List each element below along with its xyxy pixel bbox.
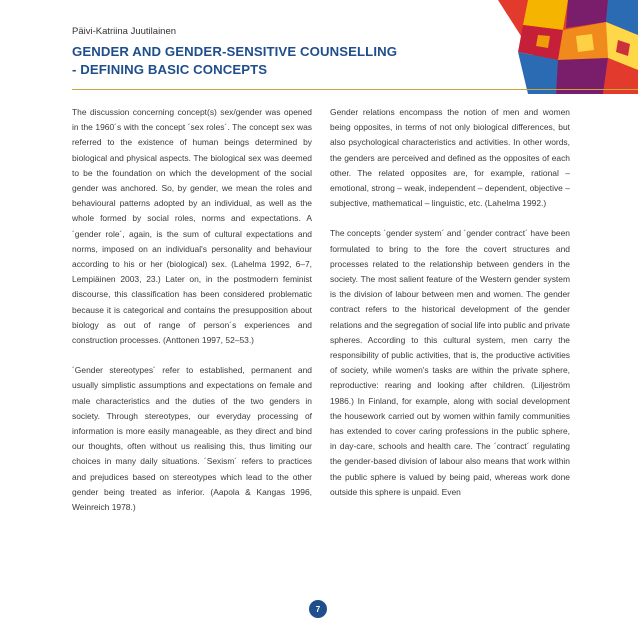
page-number-badge: 7 xyxy=(309,600,327,618)
right-column xyxy=(330,105,570,515)
page-title xyxy=(72,43,492,79)
abstract-mosaic-art-icon xyxy=(488,0,638,94)
paragraph: The discussion concerning concept(s) sex/gender was opened in the 1960´s with the concept ´sex roles´. The concept sex was referred to the existence of human beings determined by biological and physical aspects. The biological sex was deemed to be the foundation on which the development of the social gender was anchored. So, by gender, we mean the roles and behavioural patterns adopted by an individual, as well as the whole formed by social roles, norms and expectations. A ´gender role´, again, is the sum of cultural expectations and norms, imposed on an individual's personality and behaviour according to his or her (biological) sex. (Lahelma 1992, 6–7, Lempiäinen 2003, 23.) Later on, in the postmodern feminist discourse, this classification has been considered problematic because it is categorical and contains the presupposition about biology as out of range of person´s experiences and construction processes. (Anttonen 1997, 52–53.) xyxy=(72,107,312,346)
header-divider xyxy=(72,89,638,90)
left-column xyxy=(72,105,312,530)
paragraph: Gender relations encompass the notion of men and women being opposites, in terms of not only biological differences, but also psychological characteristics and activities. In other words, the genders are perceived and defined as the opposites of each other. The related opposites are, for example, rational – emotional, strong – weak, independent – dependent, objective – subjective, mathematical – linguistic, etc. (Lahelma 1992.) xyxy=(330,107,570,209)
title-line-1: GENDER AND GENDER-SENSITIVE COUNSELLING xyxy=(72,44,398,59)
title-line-2: - DEFINING BASIC CONCEPTS xyxy=(72,62,268,77)
paragraph: ´Gender stereotypes´ refer to established, permanent and usually simplistic assumptions and expectations on female and male characteristics and the duties of the two genders in society. Through stereotypes, our everyday processing of information is more easily manageable, as they direct and bind our thoughts, often without us realising this, thus limiting our choices in many daily situations. ´Sexism´ refers to practices and prejudices based on stereotypes which lead to the other gender being treated as inferior. (Aapola & Kangas 1996, Weinreich 1978.) xyxy=(72,365,312,513)
author-name: Päivi-Katriina Juutilainen xyxy=(72,26,177,37)
paragraph: The concepts ´gender system´ and ´gender contract´ have been formulated to bring to the fore the covert structures and processes related to the relationship between genders in the society. The most salient feature of the Western gender system is the division of labour between men and women. The gender contract refers to the historical development of the gender relations and the segregation of social life into public and private spheres. According to this cultural system, men carry the responsibility of public activities, that is, the productive activities of society, while women's tasks are within the private sphere, reproductive: rearing and looking after children. (Liljeström 1986.) In Finland, for example, along with social development the housework carried out by women within family communities has extended to cover caring professions in the public sphere, in day-care, schools and health care. The ´contract´ regulating the gender-based division of labour also means that work within the public sphere is valued by being paid, whereas work done outside this sphere is unpaid. Even xyxy=(330,228,570,497)
